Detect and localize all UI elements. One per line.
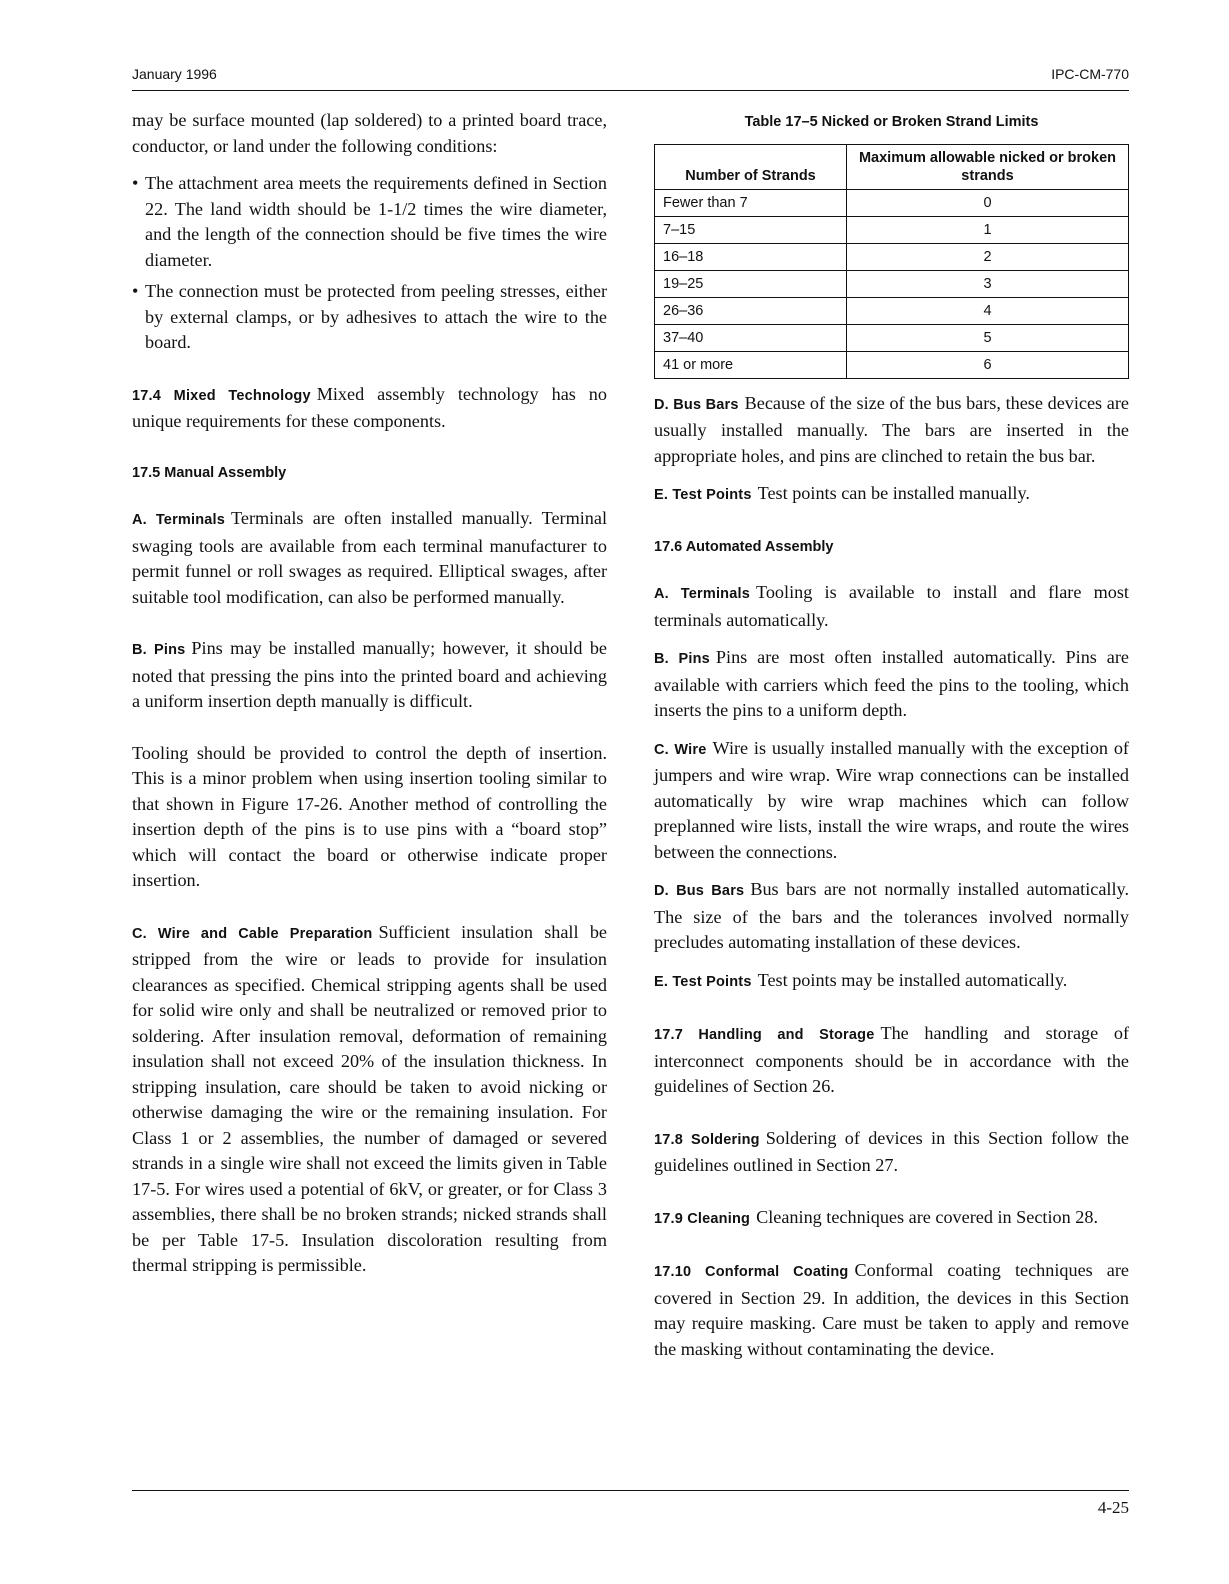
auto-pins: [654, 645, 1129, 724]
max-allowable-cell: 2: [847, 243, 1129, 270]
table-caption: Table 17–5 Nicked or Broken Strand Limits: [744, 114, 1039, 130]
header-rule: [132, 90, 1129, 91]
section-text: The handling and storage of interconnect components should be in accordance with the guidelines of Section 26.: [654, 1023, 1130, 1096]
max-allowable-cell: 1: [847, 216, 1129, 243]
section-text: Soldering of devices in this Section follow the guidelines outlined in Section 27.: [654, 1127, 1129, 1175]
subsection-heading: D. Bus Bars: [654, 883, 745, 899]
strand-count-cell: 7–15: [655, 216, 847, 243]
subsection-heading: B. Pins: [654, 651, 710, 667]
table-row: [655, 297, 1129, 324]
auto-terminals: [654, 580, 1129, 633]
subsection-text: Test points may be installed automatically.: [757, 969, 1068, 990]
subsection-text: Pins may be installed manually; however, it should be noted that pressing the pins into the printed board and achieving a uniform insertion depth manually is difficult.: [132, 638, 607, 711]
strand-count-cell: Fewer than 7: [655, 189, 847, 216]
manual-bus-bars: [654, 391, 1129, 470]
left-column: [132, 108, 607, 1291]
max-allowable-cell: 6: [847, 351, 1129, 378]
max-allowable-cell: 0: [847, 189, 1129, 216]
subsection-text: Because of the size of the bus bars, these devices are usually installed manually. The bars are inserted in the appropriate holes, and pins are clinched to retain the bus bar.: [654, 392, 1129, 466]
header-date: January 1996: [132, 66, 217, 82]
running-header: [132, 66, 1129, 86]
section-text: Cleaning techniques are covered in Section 28.: [756, 1206, 1099, 1227]
section-text: Mixed assembly technology has no unique requirements for these components.: [132, 383, 607, 431]
section-heading: 17.7 Handling and Storage: [654, 1027, 875, 1043]
section-17-6-heading: 17.6 Automated Assembly: [654, 538, 834, 555]
table-row: [655, 243, 1129, 270]
right-column: [654, 108, 1129, 1374]
conditions-list: [132, 171, 607, 356]
strand-count-cell: 16–18: [655, 243, 847, 270]
column-header: Maximum allowable nicked or broken strands: [847, 144, 1129, 189]
subsection-text: Bus bars are not normally installed automatically. The size of the bars and the tolerances involved normally precludes automating installation of these devices.: [654, 879, 1129, 952]
wire-cable-preparation: [132, 920, 607, 1279]
section-heading: 17.4 Mixed Technology: [132, 387, 311, 404]
max-allowable-cell: 3: [847, 270, 1129, 297]
table-row: [655, 189, 1129, 216]
section-heading: 17.8 Soldering: [654, 1131, 760, 1148]
subsection-text: Test points can be installed manually.: [757, 483, 1030, 503]
section-17-8: [654, 1126, 1129, 1179]
strand-count-cell: 26–36: [655, 297, 847, 324]
table-row: [655, 216, 1129, 243]
subsection-heading: D. Bus Bars: [654, 396, 739, 413]
table-row: [655, 351, 1129, 378]
section-17-5-heading: 17.5 Manual Assembly: [132, 464, 287, 481]
subsection-text: Pins are most often installed automatically. Pins are available with carriers which feed the pins to the tooling, which inserts the pins to a uniform depth.: [654, 647, 1129, 720]
subsection-heading: B. Pins: [132, 642, 186, 658]
strand-limits-table: [654, 144, 1129, 379]
subsection-heading: A. Terminals: [654, 586, 750, 602]
strand-count-cell: 19–25: [655, 270, 847, 297]
strand-count-cell: 37–40: [655, 324, 847, 351]
subsection-text: Terminals are often installed manually. Terminal swaging tools are available from each terminal manufacturer to permit funnel or roll swages as required. Elliptical swages, after suitable tool modification, can also be performed manually.: [132, 508, 607, 607]
list-item: • The connection must be protected from peeling stresses, either by external clamps, or by adhesives to attach the wire to the board.: [132, 279, 607, 356]
section-17-10: [654, 1258, 1129, 1362]
subsection-heading: C. Wire and Cable Preparation: [132, 925, 373, 942]
max-allowable-cell: 4: [847, 297, 1129, 324]
subsection-heading: E. Test Points: [654, 487, 752, 503]
table-row: [655, 324, 1129, 351]
table-row: [655, 270, 1129, 297]
header-doc-id: IPC-CM-770: [1051, 66, 1129, 82]
manual-pins-paragraph-2: Tooling should be provided to control the depth of insertion. This is a minor problem when using insertion tooling similar to that shown in Figure 17-26. Another method of controlling the insertion depth of the pins is to use pins with a “board stop” which will contact the board or otherwise indicate proper insertion.: [132, 742, 607, 890]
section-17-7: [654, 1021, 1129, 1100]
table-header-row: [655, 144, 1129, 189]
subsection-text: Tooling is available to install and flare most terminals automatically.: [654, 582, 1129, 630]
section-text: Conformal coating techniques are covered in Section 29. In addition, the devices in this Section may require masking. Care must be taken to apply and remove the masking without contaminating the device.: [654, 1260, 1129, 1359]
subsection-text: Wire is usually installed manually with the exception of jumpers and wire wrap. Wire wrap connections can be installed automatically by wire wrap machines which can follow preplanned wire lists, install the wire wraps, and route the wires between the connections.: [654, 737, 1129, 862]
page-number: 4-25: [1097, 1498, 1129, 1517]
section-heading: 17.10 Conformal Coating: [654, 1264, 849, 1280]
manual-pins: [132, 636, 607, 715]
subsection-heading: C. Wire: [654, 741, 707, 758]
max-allowable-cell: 5: [847, 324, 1129, 351]
list-item: • The attachment area meets the requirements defined in Section 22. The land width should be 1-1/2 times the wire diameter, and the length of the connection should be five times the wire diameter.: [132, 171, 607, 273]
auto-test-points: [654, 968, 1129, 996]
section-17-9: [654, 1205, 1129, 1233]
manual-terminals: [132, 506, 607, 610]
footer-rule: [132, 1490, 1129, 1491]
manual-test-points: [654, 481, 1129, 509]
auto-wire: [654, 736, 1129, 866]
subsection-heading: A. Terminals: [132, 512, 226, 528]
strand-count-cell: 41 or more: [655, 351, 847, 378]
document-page: [132, 0, 1129, 1584]
auto-bus-bars: [654, 877, 1129, 956]
section-17-4: [132, 382, 607, 435]
section-heading: 17.9 Cleaning: [654, 1210, 751, 1227]
intro-paragraph: may be surface mounted (lap soldered) to a printed board trace, conductor, or land under the following conditions:: [132, 110, 607, 156]
subsection-heading: E. Test Points: [654, 973, 752, 990]
subsection-text: Sufficient insulation shall be stripped from the wire or leads to provide for insulation clearances as specified. Chemical stripping agents shall be used for solid wire only and shall be neutralized or removed prior to soldering. After insulation removal, deformation of remaining insulation shall not exceed 20% of the insulation thickness. In stripping insulation, care should be taken to avoid nicking or otherwise damaging the wire or the remaining insulation. For Class 1 or 2 assemblies, the number of damaged or severed strands in a single wire shall not exceed the limits given in Table 17-5. For wires used a potential of 6kV, or greater, or for Class 3 assemblies, there shall be no broken strands; nicked strands shall be per Table 17-5. Insulation discoloration resulting from thermal stripping is permissible.: [132, 921, 607, 1275]
column-header: Number of Strands: [655, 144, 847, 189]
